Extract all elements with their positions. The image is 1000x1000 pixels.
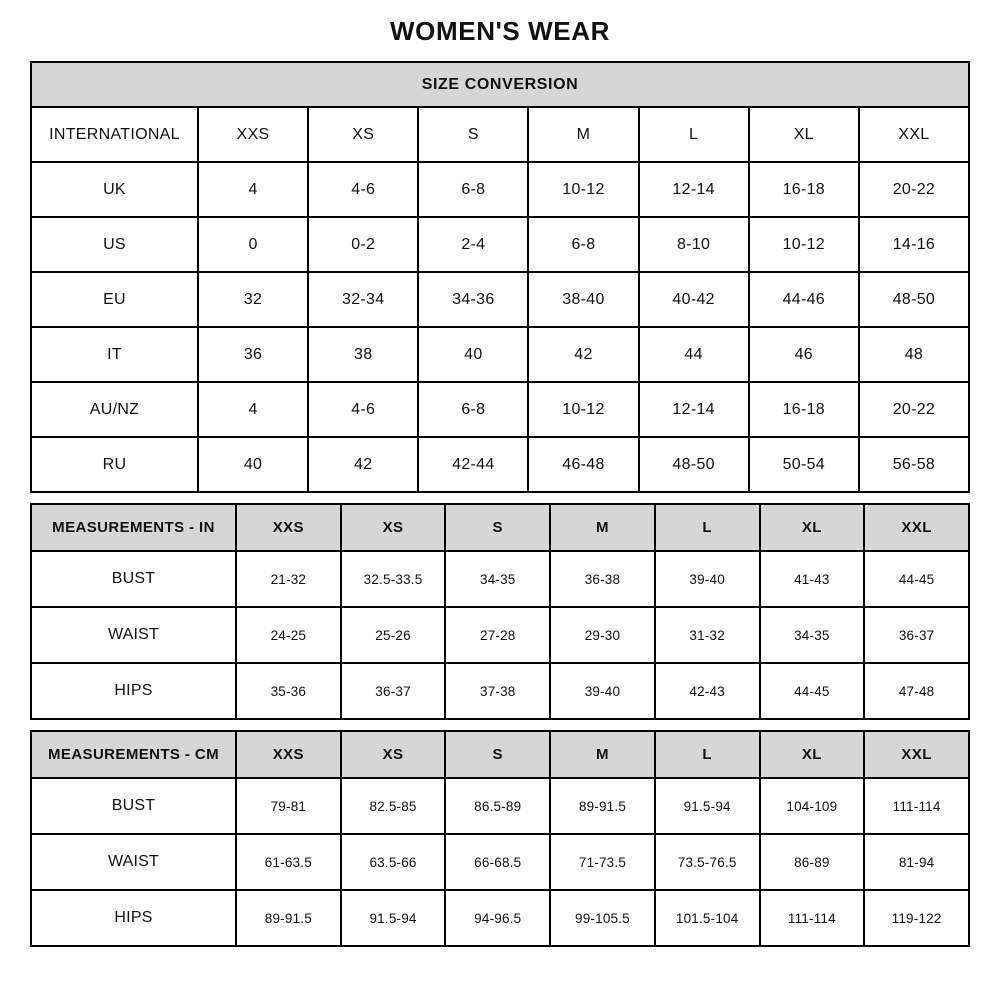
table-cell: 42 — [528, 327, 638, 382]
row-label: INTERNATIONAL — [31, 107, 198, 162]
table-cell: 36 — [198, 327, 308, 382]
table-cell: 2-4 — [418, 217, 528, 272]
table-row — [31, 437, 969, 492]
table-cell: 0 — [198, 217, 308, 272]
table-cell: 21-32 — [236, 551, 341, 607]
page-title: WOMEN'S WEAR — [390, 16, 610, 46]
table-cell: 10-12 — [528, 382, 638, 437]
size-conversion-banner: SIZE CONVERSION — [31, 62, 969, 107]
measurements-cm-body — [31, 778, 969, 946]
table-cell: 8-10 — [639, 217, 749, 272]
table-cell: 24-25 — [236, 607, 341, 663]
table-cell: 35-36 — [236, 663, 341, 719]
row-label: BUST — [31, 551, 236, 607]
table-cell: 32 — [198, 272, 308, 327]
table-cell: 119-122 — [864, 890, 969, 946]
header-cell: XL — [760, 504, 865, 551]
table-cell: 91.5-94 — [655, 778, 760, 834]
table-cell: 111-114 — [760, 890, 865, 946]
table-row — [31, 607, 969, 663]
header-cell: S — [445, 731, 550, 778]
table-cell: 82.5-85 — [341, 778, 446, 834]
table-cell: 111-114 — [864, 778, 969, 834]
table-cell: 34-35 — [445, 551, 550, 607]
table-cell: 34-36 — [418, 272, 528, 327]
table-cell: 14-16 — [859, 217, 969, 272]
size-conversion-banner-row — [31, 62, 969, 107]
header-cell: XXL — [864, 731, 969, 778]
table-cell: 86-89 — [760, 834, 865, 890]
measurements-in-header-row — [31, 504, 969, 551]
table-cell: 32.5-33.5 — [341, 551, 446, 607]
row-label: IT — [31, 327, 198, 382]
row-label: RU — [31, 437, 198, 492]
table-cell: 63.5-66 — [341, 834, 446, 890]
table-cell: 50-54 — [749, 437, 859, 492]
row-label: US — [31, 217, 198, 272]
table-cell: 10-12 — [749, 217, 859, 272]
header-label: MEASUREMENTS - CM — [31, 731, 236, 778]
table-cell: 16-18 — [749, 382, 859, 437]
table-cell: 44-45 — [864, 551, 969, 607]
table-cell: 42-44 — [418, 437, 528, 492]
table-cell: 56-58 — [859, 437, 969, 492]
measurements-cm-header-row — [31, 731, 969, 778]
table-cell: 66-68.5 — [445, 834, 550, 890]
table-cell: 0-2 — [308, 217, 418, 272]
table-cell: 4-6 — [308, 382, 418, 437]
header-cell: L — [655, 731, 760, 778]
table-row — [31, 162, 969, 217]
table-cell: 36-37 — [341, 663, 446, 719]
table-cell: 34-35 — [760, 607, 865, 663]
table-cell: 46 — [749, 327, 859, 382]
table-cell: 86.5-89 — [445, 778, 550, 834]
table-cell: 20-22 — [859, 382, 969, 437]
measurements-in-body — [31, 551, 969, 719]
table-cell: 42-43 — [655, 663, 760, 719]
table-cell: 44 — [639, 327, 749, 382]
table-row — [31, 551, 969, 607]
table-cell: 32-34 — [308, 272, 418, 327]
table-cell: 94-96.5 — [445, 890, 550, 946]
row-label: UK — [31, 162, 198, 217]
table-cell: 40 — [198, 437, 308, 492]
table-cell: 38-40 — [528, 272, 638, 327]
header-cell: XS — [341, 731, 446, 778]
header-cell: XL — [760, 731, 865, 778]
table-cell: 10-12 — [528, 162, 638, 217]
table-cell: 47-48 — [864, 663, 969, 719]
header-cell: XS — [341, 504, 446, 551]
table-cell: 40-42 — [639, 272, 749, 327]
table-cell: S — [418, 107, 528, 162]
header-cell: L — [655, 504, 760, 551]
table-cell: 61-63.5 — [236, 834, 341, 890]
row-label: EU — [31, 272, 198, 327]
table-cell: 6-8 — [418, 162, 528, 217]
row-label: AU/NZ — [31, 382, 198, 437]
table-cell: XXS — [198, 107, 308, 162]
table-row — [31, 890, 969, 946]
table-cell: M — [528, 107, 638, 162]
table-cell: XXL — [859, 107, 969, 162]
row-label: HIPS — [31, 663, 236, 719]
header-cell: XXS — [236, 504, 341, 551]
table-cell: 71-73.5 — [550, 834, 655, 890]
size-conversion-body — [31, 107, 969, 492]
table-cell: 4-6 — [308, 162, 418, 217]
table-cell: 44-46 — [749, 272, 859, 327]
size-conversion-table — [30, 61, 970, 493]
table-row — [31, 663, 969, 719]
table-cell: 16-18 — [749, 162, 859, 217]
measurements-in-table — [30, 503, 970, 720]
table-cell: 101.5-104 — [655, 890, 760, 946]
row-label: WAIST — [31, 607, 236, 663]
table-cell: 44-45 — [760, 663, 865, 719]
table-cell: 36-38 — [550, 551, 655, 607]
table-cell: 40 — [418, 327, 528, 382]
table-cell: 27-28 — [445, 607, 550, 663]
header-cell: XXS — [236, 731, 341, 778]
table-cell: L — [639, 107, 749, 162]
row-label: WAIST — [31, 834, 236, 890]
table-cell: 36-37 — [864, 607, 969, 663]
table-cell: 12-14 — [639, 162, 749, 217]
table-cell: 81-94 — [864, 834, 969, 890]
table-cell: 46-48 — [528, 437, 638, 492]
table-cell: XL — [749, 107, 859, 162]
table-cell: 6-8 — [418, 382, 528, 437]
header-label: MEASUREMENTS - IN — [31, 504, 236, 551]
table-cell: 42 — [308, 437, 418, 492]
row-label: HIPS — [31, 890, 236, 946]
table-row — [31, 272, 969, 327]
header-cell: XXL — [864, 504, 969, 551]
header-cell: S — [445, 504, 550, 551]
table-cell: 39-40 — [655, 551, 760, 607]
table-row — [31, 107, 969, 162]
table-cell: 4 — [198, 162, 308, 217]
table-cell: 29-30 — [550, 607, 655, 663]
table-cell: 91.5-94 — [341, 890, 446, 946]
table-cell: 6-8 — [528, 217, 638, 272]
table-cell: 48 — [859, 327, 969, 382]
table-cell: 20-22 — [859, 162, 969, 217]
table-cell: 48-50 — [639, 437, 749, 492]
table-cell: 38 — [308, 327, 418, 382]
table-cell: 4 — [198, 382, 308, 437]
table-cell: 31-32 — [655, 607, 760, 663]
table-cell: 73.5-76.5 — [655, 834, 760, 890]
table-row — [31, 778, 969, 834]
table-cell: XS — [308, 107, 418, 162]
table-cell: 89-91.5 — [550, 778, 655, 834]
table-row — [31, 327, 969, 382]
table-cell: 41-43 — [760, 551, 865, 607]
measurements-cm-table — [30, 730, 970, 947]
table-row — [31, 217, 969, 272]
table-cell: 37-38 — [445, 663, 550, 719]
table-cell: 48-50 — [859, 272, 969, 327]
table-cell: 104-109 — [760, 778, 865, 834]
table-cell: 89-91.5 — [236, 890, 341, 946]
header-cell: M — [550, 731, 655, 778]
table-cell: 12-14 — [639, 382, 749, 437]
table-cell: 39-40 — [550, 663, 655, 719]
header-cell: M — [550, 504, 655, 551]
table-row — [31, 834, 969, 890]
table-row — [31, 382, 969, 437]
table-cell: 99-105.5 — [550, 890, 655, 946]
row-label: BUST — [31, 778, 236, 834]
table-cell: 79-81 — [236, 778, 341, 834]
table-cell: 25-26 — [341, 607, 446, 663]
